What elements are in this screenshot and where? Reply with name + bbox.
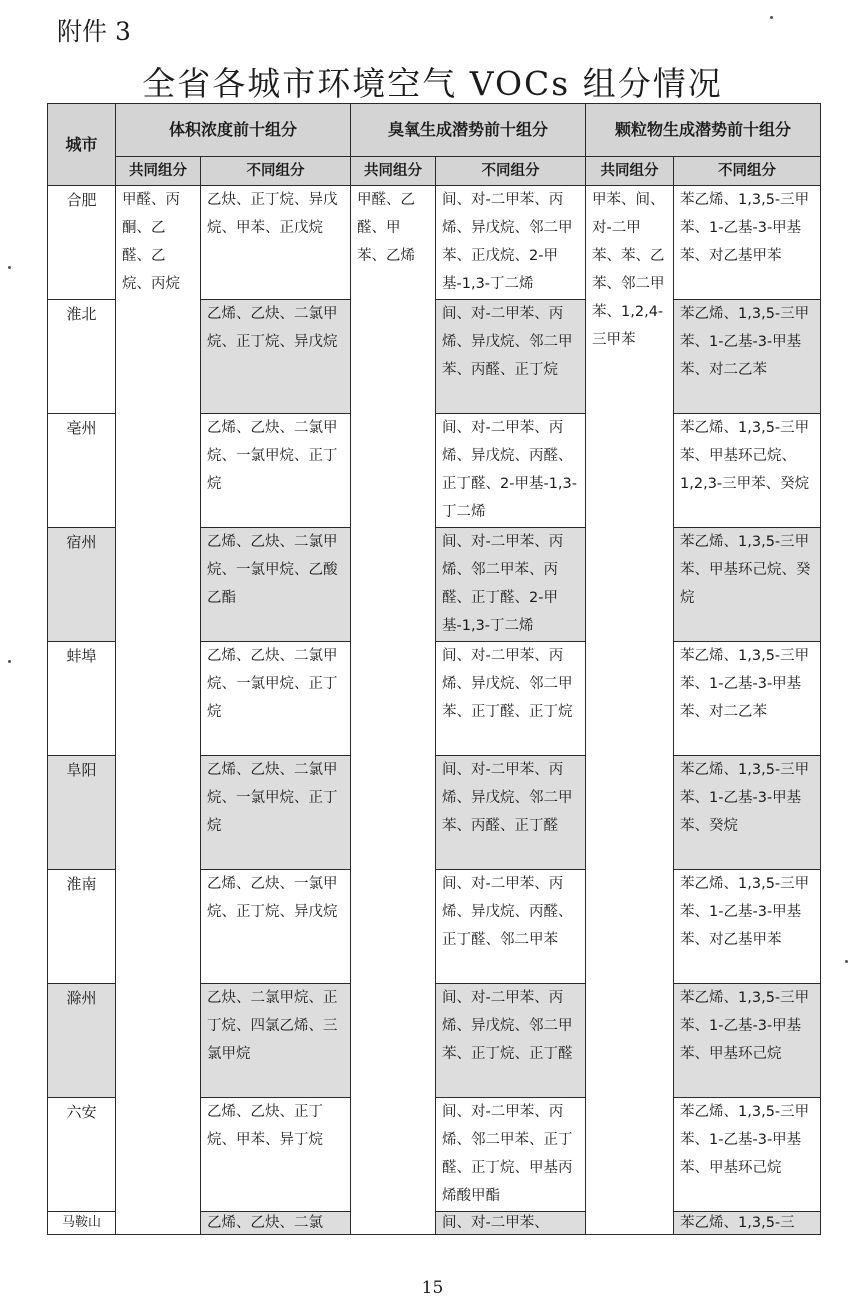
ozone-different-cell: 间、对-二甲苯、丙烯、异戊烷、邻二甲苯、正丁烷、正丁醛 — [436, 984, 586, 1098]
particle-different-cell: 苯乙烯、1,3,5-三甲苯、甲基环己烷、1,2,3-三甲苯、癸烷 — [674, 414, 821, 528]
volume-different-cell: 乙烯、乙炔、二氯 — [201, 1212, 351, 1235]
ozone-different-cell: 间、对-二甲苯、丙烯、邻二甲苯、丙醛、正丁醛、2-甲基-1,3-丁二烯 — [436, 528, 586, 642]
city-cell: 淮北 — [48, 300, 116, 414]
particle-different-cell: 苯乙烯、1,3,5-三甲苯、1-乙基-3-甲基苯、甲基环己烷 — [674, 984, 821, 1098]
particle-different-cell: 苯乙烯、1,3,5-三 — [674, 1212, 821, 1235]
ozone-different-cell: 间、对-二甲苯、丙烯、异戊烷、丙醛、正丁醛、2-甲基-1,3-丁二烯 — [436, 414, 586, 528]
volume-different-cell: 乙烯、乙炔、二氯甲烷、一氯甲烷、正丁烷 — [201, 756, 351, 870]
particle-different-cell: 苯乙烯、1,3,5-三甲苯、1-乙基-3-甲基苯、癸烷 — [674, 756, 821, 870]
volume-different-cell: 乙烯、乙炔、正丁烷、甲苯、异丁烷 — [201, 1098, 351, 1212]
city-cell: 马鞍山 — [48, 1212, 116, 1235]
particle-different-cell: 苯乙烯、1,3,5-三甲苯、1-乙基-3-甲基苯、对二乙苯 — [674, 642, 821, 756]
particle-different-cell: 苯乙烯、1,3,5-三甲苯、1-乙基-3-甲基苯、甲基环己烷 — [674, 1098, 821, 1212]
scan-speck — [845, 960, 848, 963]
attachment-label: 附件 3 — [57, 17, 131, 46]
volume-different-cell: 乙炔、正丁烷、异戊烷、甲苯、正戊烷 — [201, 186, 351, 300]
document-title: 全省各城市环境空气 VOCs 组分情况 — [142, 64, 723, 103]
ozone-different-cell: 间、对-二甲苯、丙烯、邻二甲苯、正丁醛、正丁烷、甲基丙烯酸甲酯 — [436, 1098, 586, 1212]
ozone-different-cell: 间、对-二甲苯、丙烯、异戊烷、邻二甲苯、丙醛、正丁醛 — [436, 756, 586, 870]
volume-different-cell: 乙烯、乙炔、一氯甲烷、正丁烷、异戊烷 — [201, 870, 351, 984]
city-cell: 宿州 — [48, 528, 116, 642]
header-ozone-common: 共同组分 — [351, 157, 436, 186]
header-volume-different: 不同组分 — [201, 157, 351, 186]
particle-different-cell: 苯乙烯、1,3,5-三甲苯、甲基环己烷、癸烷 — [674, 528, 821, 642]
city-cell: 六安 — [48, 1098, 116, 1212]
header-volume-common: 共同组分 — [116, 157, 201, 186]
header-particle-different: 不同组分 — [674, 157, 821, 186]
scan-speck — [8, 266, 11, 269]
header-ozone-group: 臭氧生成潜势前十组分 — [351, 104, 586, 157]
volume-different-cell: 乙烯、乙炔、二氯甲烷、一氯甲烷、乙酸乙酯 — [201, 528, 351, 642]
particle-different-cell: 苯乙烯、1,3,5-三甲苯、1-乙基-3-甲基苯、对乙基甲苯 — [674, 186, 821, 300]
header-city: 城市 — [48, 104, 116, 186]
table-row — [48, 186, 821, 300]
city-cell: 合肥 — [48, 186, 116, 300]
city-cell: 阜阳 — [48, 756, 116, 870]
volume-different-cell: 乙炔、二氯甲烷、正丁烷、四氯乙烯、三氯甲烷 — [201, 984, 351, 1098]
volume-different-cell: 乙烯、乙炔、二氯甲烷、一氯甲烷、正丁烷 — [201, 414, 351, 528]
city-cell: 滁州 — [48, 984, 116, 1098]
volume-different-cell: 乙烯、乙炔、二氯甲烷、正丁烷、异戊烷 — [201, 300, 351, 414]
ozone-different-cell: 间、对-二甲苯、 — [436, 1212, 586, 1235]
ozone-different-cell: 间、对-二甲苯、丙烯、异戊烷、丙醛、正丁醛、邻二甲苯 — [436, 870, 586, 984]
ozone-different-cell: 间、对-二甲苯、丙烯、异戊烷、邻二甲苯、正丁醛、正丁烷 — [436, 642, 586, 756]
particle-different-cell: 苯乙烯、1,3,5-三甲苯、1-乙基-3-甲基苯、对二乙苯 — [674, 300, 821, 414]
ozone-different-cell: 间、对-二甲苯、丙烯、异戊烷、邻二甲苯、丙醛、正丁烷 — [436, 300, 586, 414]
page-number: 15 — [421, 1278, 444, 1298]
scan-speck — [8, 660, 11, 663]
header-volume-group: 体积浓度前十组分 — [116, 104, 351, 157]
header-particle-group: 颗粒物生成潜势前十组分 — [586, 104, 821, 157]
scan-speck — [770, 16, 773, 19]
volume-common-cell: 甲醛、丙酮、乙醛、乙烷、丙烷 — [116, 186, 201, 1235]
city-cell: 蚌埠 — [48, 642, 116, 756]
header-particle-common: 共同组分 — [586, 157, 674, 186]
particle-different-cell: 苯乙烯、1,3,5-三甲苯、1-乙基-3-甲基苯、对乙基甲苯 — [674, 870, 821, 984]
ozone-common-cell: 甲醛、乙醛、甲苯、乙烯 — [351, 186, 436, 1235]
header-ozone-different: 不同组分 — [436, 157, 586, 186]
voc-components-table — [47, 103, 821, 1235]
city-cell: 亳州 — [48, 414, 116, 528]
city-cell: 淮南 — [48, 870, 116, 984]
ozone-different-cell: 间、对-二甲苯、丙烯、异戊烷、邻二甲苯、正戊烷、2-甲基-1,3-丁二烯 — [436, 186, 586, 300]
volume-different-cell: 乙烯、乙炔、二氯甲烷、一氯甲烷、正丁烷 — [201, 642, 351, 756]
particle-common-cell: 甲苯、间、对-二甲苯、苯、乙苯、邻二甲苯、1,2,4-三甲苯 — [586, 186, 674, 1235]
